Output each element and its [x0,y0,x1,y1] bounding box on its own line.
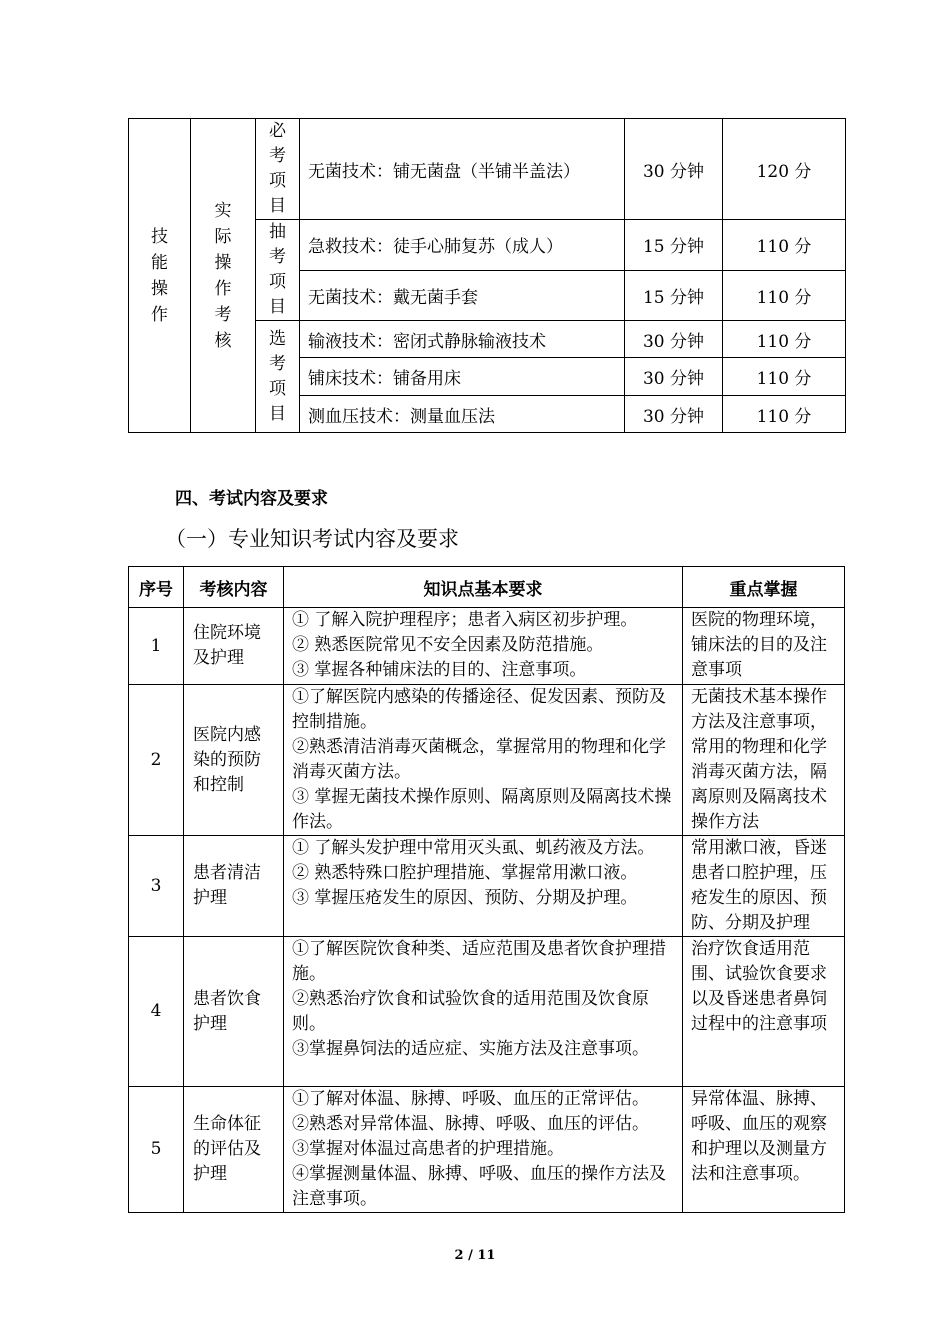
row-requirements: ①了解对体温、脉搏、呼吸、血压的正常评估。 ②熟悉对异常体温、脉搏、呼吸、血压的评估。 ③掌握对体温过高患者的护理措施。 ④掌握测量体温、脉搏、呼吸、血压的操作方法及注意事项。 [284,1087,683,1213]
header-key-points: 重点掌握 [683,567,845,608]
row-topic: 医院内感染的预防和控制 [184,685,284,836]
row-number: 3 [129,836,184,937]
table-row [129,608,845,685]
header-number: 序号 [129,567,184,608]
task-time: 30 分钟 [625,321,723,358]
section-heading: 四、考试内容及要求 [175,489,328,509]
task-score: 120 分 [723,119,846,220]
task-name: 输液技术：密闭式静脉输液技术 [300,321,625,358]
knowledge-requirements-table [128,566,845,1213]
task-score: 110 分 [723,270,846,321]
task-score: 110 分 [723,396,846,433]
group-label: 选考项目 [256,321,300,433]
table-row [129,836,845,937]
table-row [129,1087,845,1213]
task-time: 30 分钟 [625,358,723,396]
task-score: 110 分 [723,220,846,271]
header-requirements: 知识点基本要求 [284,567,683,608]
row-number: 4 [129,937,184,1087]
row-topic: 住院环境及护理 [184,608,284,685]
task-time: 15 分钟 [625,270,723,321]
task-name: 急救技术：徒手心肺复苏（成人） [300,220,625,271]
group-label: 必考项目 [256,119,300,220]
row-number: 1 [129,608,184,685]
task-score: 110 分 [723,321,846,358]
skills-category: 技能操作 [129,119,191,433]
task-time: 15 分钟 [625,220,723,271]
row-requirements: ①了解医院内感染的传播途径、促发因素、预防及控制措施。 ②熟悉清洁消毒灭菌概念，掌握常用的物理和化学消毒灭菌方法。 ③ 掌握无菌技术操作原则、隔离原则及隔离技术操作法。 [284,685,683,836]
task-name: 无菌技术：铺无菌盘（半铺半盖法） [300,119,625,220]
task-name: 铺床技术：铺备用床 [300,358,625,396]
table-row [129,685,845,836]
row-requirements: ①了解医院饮食种类、适应范围及患者饮食护理措施。 ②熟悉治疗饮食和试验饮食的适用范围及饮食原则。 ③掌握鼻饲法的适应症、实施方法及注意事项。 [284,937,683,1087]
task-time: 30 分钟 [625,119,723,220]
row-number: 2 [129,685,184,836]
task-name: 无菌技术：戴无菌手套 [300,270,625,321]
row-key-points: 治疗饮食适用范围、试验饮食要求以及昏迷患者鼻饲过程中的注意事项 [683,937,845,1087]
row-topic: 生命体征的评估及护理 [184,1087,284,1213]
page-number: 2 / 11 [454,1248,496,1263]
table-row [129,937,845,1087]
row-key-points: 常用漱口液，昏迷患者口腔护理，压疮发生的原因、预防、分期及护理 [683,836,845,937]
row-requirements: ① 了解头发护理中常用灭头虱、虮药液及方法。 ② 熟悉特殊口腔护理措施、掌握常用漱口液。 ③ 掌握压疮发生的原因、预防、分期及护理。 [284,836,683,937]
skills-subcategory: 实际操作考核 [191,119,256,433]
row-topic: 患者饮食护理 [184,937,284,1087]
subsection-heading: （一）专业知识考试内容及要求 [165,527,459,551]
row-key-points: 无菌技术基本操作方法及注意事项，常用的物理和化学消毒灭菌方法，隔离原则及隔离技术操作方法 [683,685,845,836]
row-key-points: 异常体温、脉搏、呼吸、血压的观察和护理以及测量方法和注意事项。 [683,1087,845,1213]
task-score: 110 分 [723,358,846,396]
task-time: 30 分钟 [625,396,723,433]
row-number: 5 [129,1087,184,1213]
header-topic: 考核内容 [184,567,284,608]
group-label: 抽考项目 [256,220,300,321]
row-key-points: 医院的物理环境，铺床法的目的及注意事项 [683,608,845,685]
task-name: 测血压技术：测量血压法 [300,396,625,433]
skills-exam-table [128,118,846,433]
row-requirements: ① 了解入院护理程序；患者入病区初步护理。 ② 熟悉医院常见不安全因素及防范措施。 ③ 掌握各种铺床法的目的、注意事项。 [284,608,683,685]
row-topic: 患者清洁护理 [184,836,284,937]
